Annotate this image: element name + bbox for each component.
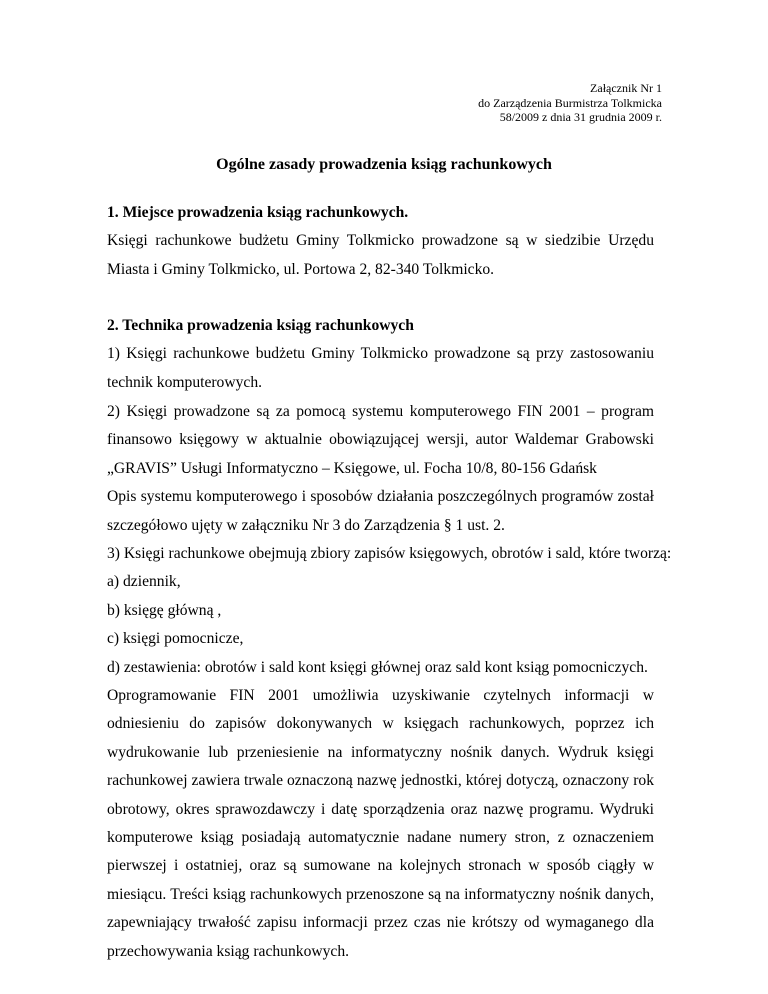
section-1-text: Księgi rachunkowe budżetu Gminy Tolkmicko prowadzone są w siedzibie Urzędu Miasta i Gminy Tolkmicko, ul. Portowa 2, 82-340 Tolkmicko. [107,232,654,278]
section-2-heading: 2. Technika prowadzenia ksiąg rachunkowych [107,317,414,334]
section-2-point-2: 2) Księgi prowadzone są za pomocą systemu komputerowego FIN 2001 – program finansowo księgowy w aktualnie obowiązującej wersji, autor Waldemar Grabowski „GRAVIS” Usługi Informatyczno – Księgowe, ul. Focha 10/8, 80-156 Gdańsk [107,403,654,477]
document-title: Ogólne zasady prowadzenia ksiąg rachunkowych [216,156,552,173]
list-item: d) zestawienia: obrotów i sald kont księgi głównej oraz sald kont ksiąg pomocniczych. [107,658,648,676]
list-item: c) księgi pomocnicze, [107,630,244,648]
section-2-point-3: 3) Księgi rachunkowe obejmują zbiory zapisów księgowych, obrotów i sald, które tworzą: [107,545,672,562]
attachment-line-1: Załącznik Nr 1 [590,81,662,95]
closing-paragraph: Oprogramowanie FIN 2001 umożliwia uzyskiwanie czytelnych informacji w odniesieniu do zapisów dokonywanych w księgach rachunkowych, poprzez ich wydrukowanie lub przeniesienie na informatyczny nośnik danych. Wydruk księgi rachunkowej zawiera trwale oznaczoną nazwę jednostki, której dotyczą, oznaczony rok obrotowy, okres sprawozdawczy i datę sporządzenia oraz nazwę programu. Wydruki komputerowe ksiąg posiadają automatycznie nadane numery stron, z oznaczeniem pierwszej i ostatniej, oraz są sumowane na kolejnych stronach w sposób ciągły w miesiącu. Treści ksiąg rachunkowych przenoszone są na informatyczny nośnik danych, zapewniający trwałość zapisu informacji przez czas nie krótszy od wymaganego dla przechowywania ksiąg rachunkowych. [107,687,654,960]
section-2-point-2-note: Opis systemu komputerowego i sposobów działania poszczególnych programów został szczegółowo ujęty w załączniku Nr 3 do Zarządzenia § 1 ust. 2. [107,488,654,534]
section-2-point-1: 1) Księgi rachunkowe budżetu Gminy Tolkmicko prowadzone są przy zastosowaniu technik komputerowych. [107,345,654,391]
section-2-point-2-block [107,398,654,540]
attachment-line-2: do Zarządzenia Burmistrza Tolkmicka [478,95,662,110]
list-item: a) dziennik, [107,573,181,591]
attachment-note [478,81,662,125]
section-1 [107,199,654,284]
list-item: b) księgę główną , [107,601,222,619]
attachment-line-3: 58/2009 z dnia 31 grudnia 2009 r. [499,110,662,124]
section-2-point-3-block [107,540,672,966]
section-2-header [107,312,654,397]
section-1-heading: 1. Miejsce prowadzenia ksiąg rachunkowych. [107,204,409,221]
